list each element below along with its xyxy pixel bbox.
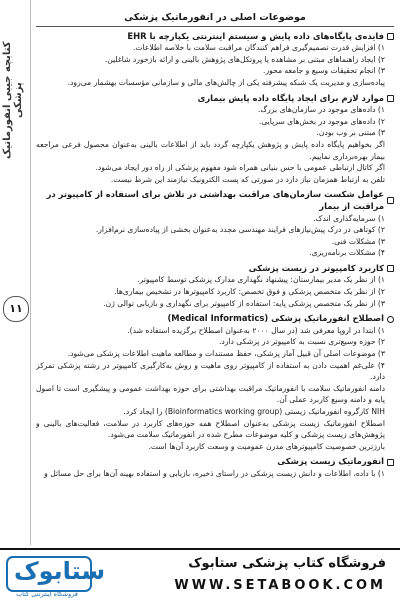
section-title-text: اصطلاح انفورماتیک پزشکی (Medical Informatics) <box>167 313 384 324</box>
list-item: اگر کاتال ارتباطی عمومی با حس بنیانی همراه شود مفهوم پزشکی از راه دور ایجاد می‌شود. <box>95 163 385 173</box>
list-item: اگر بخواهیم پایگاه داده پایش و پژوهش یکپارچه گردد باید از اطلاعات بالینی به‌عنوان محصول فرعی مراجعه بیمار بهره‌برداری نماییم. <box>36 139 385 161</box>
setabook-logo <box>6 556 106 598</box>
section-title <box>36 93 394 105</box>
list-item: ۳) مشکلات فنی. <box>331 236 385 246</box>
section-title <box>36 456 394 468</box>
list-item: پیاده‌سازی و مدیریت یک شبکه پیشرفته یکی از چالش‌های مالی و سازمانی مؤسسات بهشمار می‌رود. <box>67 77 385 87</box>
section-title-text: فایده‌ی پایگاه‌های داده پایش و سیستم اینترنتی یکپارچه با EHR <box>127 30 384 41</box>
list-item: ۲) ایجاد راهنماهای مبتنی بر مشاهده یا پروتکل‌های پژوهش بالینی و ارائه بازخورد شاغلین. <box>104 54 385 64</box>
sidebar <box>0 0 31 545</box>
list-item: ۴) مشکلات برنامه‌ریزی. <box>309 248 385 258</box>
list-item: تلفن به ارتباط همزمان نیاز دارد در صورتی که پست الکترونیک نیازمند این شرط نیست. <box>110 174 385 184</box>
section-title-text: موارد لازم برای ایجاد پایگاه داده پایش بیماری <box>197 92 384 103</box>
list-item: ۱) با داده، اطلاعات و دانش زیست پزشکی در راستای ذخیره، بازیابی و استفاده بهینه آن‌ها برای حل مسائل و <box>44 468 385 478</box>
list-item: ۴) علی‌غم اهمیت دادن به استفاده از کامپیوتر روی ماهیت و روش به‌کارگیری کامپیوتر در رشته پزشکی تمرکز دارد. <box>36 360 385 382</box>
page-content <box>36 8 394 543</box>
logo-text: ستابوک <box>14 557 106 585</box>
list-item: ۱) افزایش قدرت تصمیم‌گیری فراهم کنندگان مراقبت سلامت با خلاصه اطلاعات. <box>132 43 385 53</box>
section-title-text: انفورماتیک زیست پزشکی <box>277 456 384 467</box>
list-item: ۱) از نظر یک مدیر بیمارستان: پیشنهاد نگهداری مدارک پزشکی توسط کامپیوتر. <box>137 275 385 285</box>
square-bullet-icon <box>387 197 394 204</box>
list-item: ۱) ابتدا در اروپا معرفی شد (در سال ۲۰۰۰ به‌عنوان اصطلاح برگزیده استفاده شد). <box>127 325 385 335</box>
section-title <box>36 31 394 43</box>
store-name: فروشگاه کتاب پزشکی ستابوک <box>188 556 386 571</box>
list-item: ۳) از نظر یک متخصص پزشکی پایه: استفاده از کامپیوتر برای نگهداری و بازیابی توالی ژن. <box>103 298 385 308</box>
square-bullet-icon <box>387 265 394 272</box>
list-item: ۲) کوتاهی در درک پیش‌نیازهای فرایند مهندسی مجدد به‌عنوان بخشی از پیاده‌سازی نرم‌افزار. <box>95 225 385 235</box>
list-item: NIH کارگروه انفورماتیک زیستی (Bioinformatics working group) را ایجاد کرد. <box>123 407 385 416</box>
section-title <box>36 189 394 212</box>
section-title <box>36 263 394 275</box>
square-bullet-icon <box>387 33 394 40</box>
list-item: ۳) موضوعات اصلی آن قبیل آمار پزشکی، حفظ مستندات و مطالعه ماهیت اطلاعات پزشکی می‌شود. <box>67 349 385 359</box>
list-item: ۱) سرمایه‌گذاری اندک. <box>313 213 385 223</box>
section-title <box>36 313 394 325</box>
circle-bullet-icon <box>387 316 394 323</box>
list-item: اصطلاح انفورماتیک زیست پزشکی به‌عنوان اصطلاح همه حوزه‌های کاربرد در سلامت، فعالیت‌های بالینی و پژوهش‌های زیست پزشکی و کلیه موضوعات مطرح شده در انفورماتیک سلامت می‌شود. <box>36 418 385 440</box>
square-bullet-icon <box>387 459 394 466</box>
list-item: ۲) داده‌های موجود در بخش‌های سرپایی. <box>258 116 385 126</box>
section-title-text: عوامل شکست سازمان‌های مراقبت بهداشتی در تلاش برای استفاده از کامپیوتر در مراقبت از بیمار <box>46 189 384 211</box>
sections-container <box>36 31 394 480</box>
list-item: بارزترین خصوصیت کامپیوترهای مدرن عمومیت و وسعت کاربرد آن‌ها است. <box>148 441 385 451</box>
store-url: WWW.SETABOOK.COM <box>174 578 386 593</box>
list-item: دامنه انفورماتیک سلامت با انفورماتیک مراقبت بهداشتی برای حوزه بهداشت عمومی و پیشگیری است تا اصول پایه و دامنه وسیع کاربرد عملی آن. <box>36 383 385 405</box>
list-item: ۲) از نظر یک متخصص پزشکی و فوق تخصص: کاربرد کامپیوترها در تشخیص بیماری‌ها. <box>114 287 385 297</box>
page-title: موضوعات اصلی در انفورماتیک پزشکی <box>36 12 394 27</box>
list-item: ۳) انجام تحقیقات وسیع و جامعه محور. <box>263 66 385 76</box>
logo-subtitle: فروشگاه اینترنتی کتاب <box>16 590 78 598</box>
footer <box>0 548 400 605</box>
page-number: ۱۱ <box>3 296 29 322</box>
section-title-text: کاربرد کامپیوتر در زیست پزشکی <box>248 262 384 273</box>
list-item: ۲) حوزه وسیع‌تری نسبت به کامپیوتر در پزشکی دارد. <box>218 337 385 347</box>
book-title: کتابچه جیبی انفورماتیک پزشکی <box>2 41 24 159</box>
square-bullet-icon <box>387 95 394 102</box>
list-item: ۳) مبتنی بر وب بودن. <box>316 128 385 138</box>
list-item: ۱) داده‌های موجود در سازمان‌های بزرگ. <box>257 105 385 115</box>
